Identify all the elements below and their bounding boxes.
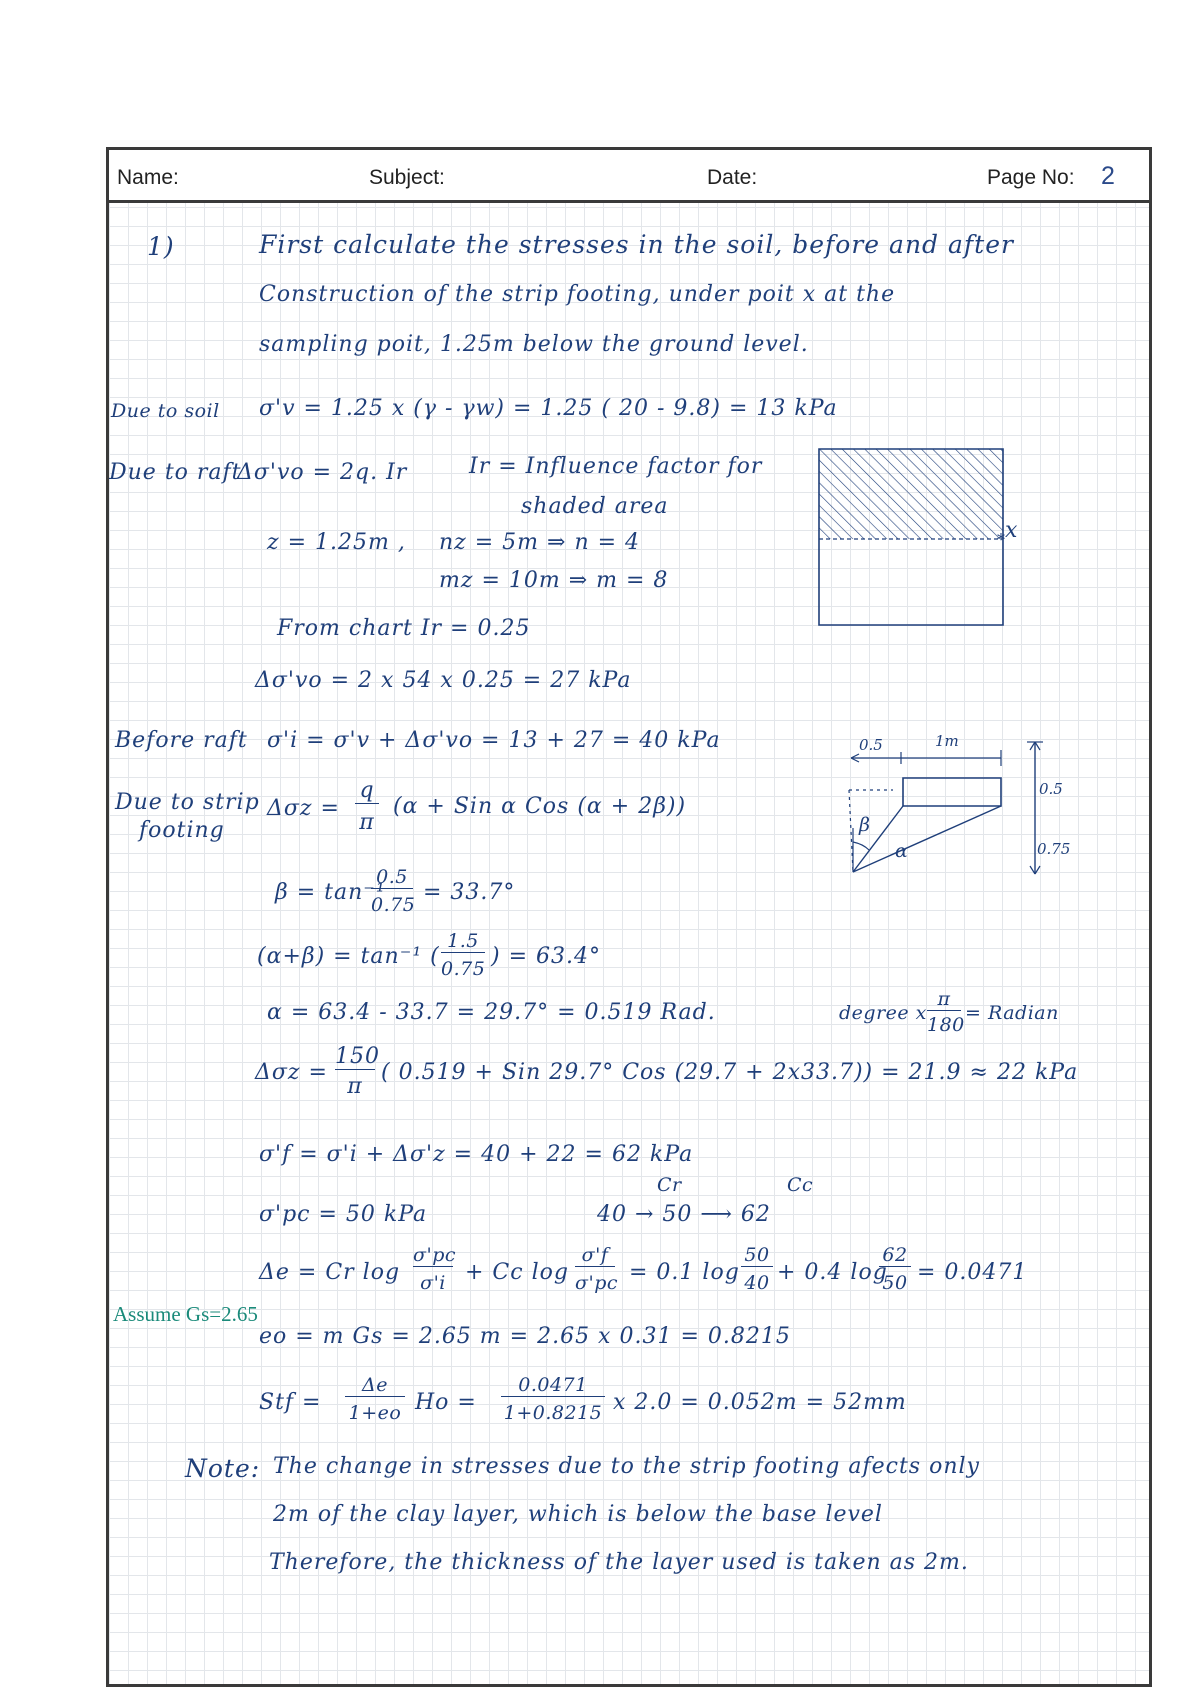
beta-num: 0.5 (371, 866, 413, 889)
stress-path-values: 40 → 50 ⟶ 62 (597, 1202, 771, 1227)
before-raft-equation: σ'i = σ'v + Δσ'vo = 13 + 27 = 40 kPa (267, 728, 721, 753)
ray-alpha (853, 806, 1001, 872)
stf-frac1-den: 1+eo (348, 1402, 402, 1424)
stf-frac1-num: Δe (345, 1374, 405, 1397)
strip-frac-num: q (355, 778, 379, 804)
de-frac1-den: σ'i (420, 1272, 446, 1294)
subject-label: Subject: (369, 166, 445, 189)
strip-eq-rhs: (α + Sin α Cos (α + 2β)) (393, 794, 687, 819)
de-plus: + 0.4 log (777, 1260, 888, 1285)
intro-line-2: Construction of the strip footing, under poit x at the (259, 282, 896, 307)
sketch-beta-label: β (859, 814, 871, 836)
preconsolidation-equation: σ'pc = 50 kPa (259, 1202, 428, 1227)
soil-equation: σ'v = 1.25 x (γ - γw) = 1.25 ( 20 - 9.8) = 13 kPa (259, 396, 838, 421)
question-number: 1) (147, 232, 175, 261)
sketch-dim-right-2: 0.75 (1037, 840, 1071, 858)
stf-frac2-den: 1+0.8215 (503, 1402, 603, 1424)
svg-text:*: * (997, 530, 1005, 549)
date-label: Date: (707, 166, 758, 189)
alpha-beta-lhs: (α+β) = tan⁻¹ ( (257, 944, 440, 969)
de-frac2-num: σ'f (575, 1244, 615, 1267)
stf-rhs: x 2.0 = 0.052m = 52mm (613, 1390, 907, 1415)
assumption-note: Assume Gs=2.65 (113, 1302, 258, 1326)
page-header (109, 150, 1149, 203)
page-number-value: 2 (1101, 162, 1115, 190)
beta-lhs: β = tan⁻¹ (275, 880, 386, 905)
de-frac1-num: σ'pc (413, 1244, 456, 1266)
delta-svo-equation: Δσ'vo = 2 x 54 x 0.25 = 27 kPa (255, 668, 632, 693)
stf-lhs: Stf = (259, 1390, 322, 1415)
note-label: Note: (185, 1454, 261, 1483)
raft-plan-sketch (817, 447, 1007, 627)
dsz-den: π (347, 1074, 363, 1099)
beta-den: 0.75 (371, 894, 416, 916)
z-equation: z = 1.25m , (267, 530, 406, 555)
degree-num: π (927, 988, 961, 1011)
dsz-num: 150 (335, 1044, 380, 1069)
dsz-lhs: Δσz = (255, 1060, 328, 1085)
degree-rhs: = Radian (965, 1002, 1059, 1024)
de-frac3-num: 50 (741, 1244, 773, 1267)
degree-lhs: degree x (839, 1002, 927, 1024)
de-frac4-den: 50 (882, 1272, 908, 1294)
note-line-1: The change in stresses due to the strip footing afects only (273, 1454, 980, 1479)
influence-factor-def-2: shaded area (521, 494, 669, 519)
point-x-label: x (1005, 518, 1019, 543)
de-frac4-num: 62 (879, 1244, 911, 1267)
stf-ho: Ho = (415, 1390, 477, 1415)
sketch-dim-top: 1m (935, 732, 959, 750)
soil-label: Due to soil (111, 400, 220, 422)
de-frac2-den: σ'pc (575, 1272, 618, 1294)
void-ratio-equation: eo = m Gs = 2.65 m = 2.65 x 0.31 = 0.8215 (259, 1324, 791, 1349)
de-result: = 0.0471 (917, 1260, 1028, 1285)
alpha-equation: α = 63.4 - 33.7 = 29.7° = 0.519 Rad. (267, 1000, 716, 1025)
alpha-beta-rhs: ) = 63.4° (491, 944, 601, 969)
mz-equation: mz = 10m ⇒ m = 8 (439, 568, 669, 593)
sketch-dim-right-1: 0.5 (1039, 780, 1063, 798)
de-mid: + Cc log (465, 1260, 569, 1285)
strip-label-1: Due to strip (115, 790, 260, 815)
de-frac3-den: 40 (744, 1272, 770, 1294)
intro-line-1: First calculate the stresses in the soil, before and after (259, 230, 1014, 259)
de-eq2: = 0.1 log (629, 1260, 740, 1285)
strip-footing-sketch (841, 732, 1091, 892)
path-cc-label: Cc (787, 1174, 814, 1196)
dsz-rhs: ( 0.519 + Sin 29.7° Cos (29.7 + 2x33.7)) = 21.9 ≈ 22 kPa (381, 1060, 1079, 1085)
note-line-2: 2m of the clay layer, which is below the base level (273, 1502, 883, 1527)
de-lhs: Δe = Cr log (259, 1260, 401, 1285)
degree-den: 180 (927, 1014, 965, 1036)
name-label: Name: (117, 166, 179, 189)
stf-frac2-num: 0.0471 (501, 1374, 605, 1397)
shaded-area (819, 449, 1003, 539)
strip-frac-den: π (359, 810, 375, 835)
strip-eq-lhs: Δσz = (267, 796, 340, 821)
final-stress-equation: σ'f = σ'i + Δσ'z = 40 + 22 = 62 kPa (259, 1142, 694, 1167)
strip-label-2: footing (139, 818, 225, 843)
notebook-page (106, 147, 1152, 1687)
raft-label: Due to raft (109, 460, 242, 485)
raft-equation: Δσ'vo = 2q. Ir (237, 460, 408, 485)
nz-equation: nz = 5m ⇒ n = 4 (439, 530, 641, 555)
before-raft-label: Before raft (115, 728, 248, 753)
sketch-dim-left: 0.5 (859, 736, 883, 754)
note-line-3: Therefore, the thickness of the layer used is taken as 2m. (269, 1550, 969, 1575)
chart-equation: From chart Ir = 0.25 (277, 616, 531, 641)
footing-section (903, 778, 1001, 806)
beta-rhs: = 33.7° (423, 880, 516, 905)
alpha-beta-den: 0.75 (441, 958, 486, 980)
page-number-label: Page No: (987, 166, 1075, 189)
alpha-beta-num: 1.5 (441, 930, 485, 953)
path-cr-label: Cr (657, 1174, 682, 1196)
influence-factor-def-1: Ir = Influence factor for (469, 454, 763, 479)
sketch-alpha-label: α (895, 840, 909, 862)
intro-line-3: sampling poit, 1.25m below the ground level. (259, 332, 809, 357)
